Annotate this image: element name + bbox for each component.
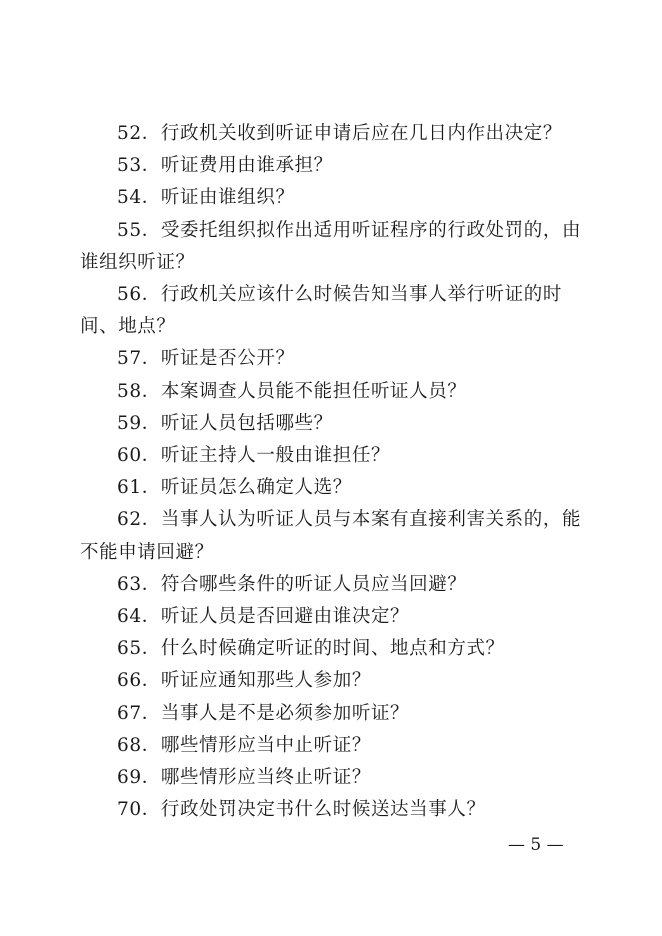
question-item: 64．听证人员是否回避由谁决定？ <box>117 606 410 628</box>
question-item: 65．什么时候确定听证的时间、地点和方式？ <box>117 638 505 660</box>
question-item: 61．听证员怎么确定人选？ <box>117 477 352 499</box>
question-item: 68．哪些情形应当中止听证？ <box>117 734 371 756</box>
question-item: 59．听证人员包括哪些？ <box>117 412 333 434</box>
question-item: 66．听证应通知那些人参加？ <box>117 670 371 692</box>
question-item: 56．行政机关应该什么时候告知当事人举行听证的时间、地点？ <box>80 284 562 338</box>
question-item: 70．行政处罚决定书什么时候送达当事人？ <box>117 799 486 821</box>
question-list <box>80 118 585 826</box>
question-item: 54．听证由谁组织？ <box>117 187 295 209</box>
question-item: 53．听证费用由谁承担？ <box>117 155 333 177</box>
question-item: 58．本案调查人员能不能担任听证人员？ <box>117 380 467 402</box>
question-item: 67．当事人是不是必须参加听证？ <box>117 702 410 724</box>
question-item: 57．听证是否公开？ <box>117 348 295 370</box>
question-item: 69．哪些情形应当终止听证？ <box>117 767 371 789</box>
page-number: — 5 — <box>508 835 564 855</box>
question-item: 62．当事人认为听证人员与本案有直接利害关系的，能不能申请回避？ <box>80 509 582 563</box>
question-item: 52．行政机关收到听证申请后应在几日内作出决定？ <box>117 123 562 144</box>
question-item: 60．听证主持人一般由谁担任？ <box>117 445 391 467</box>
question-item: 55．受委托组织拟作出适用听证程序的行政处罚的，由谁组织听证？ <box>80 219 582 273</box>
question-item: 63．符合哪些条件的听证人员应当回避？ <box>117 573 467 595</box>
